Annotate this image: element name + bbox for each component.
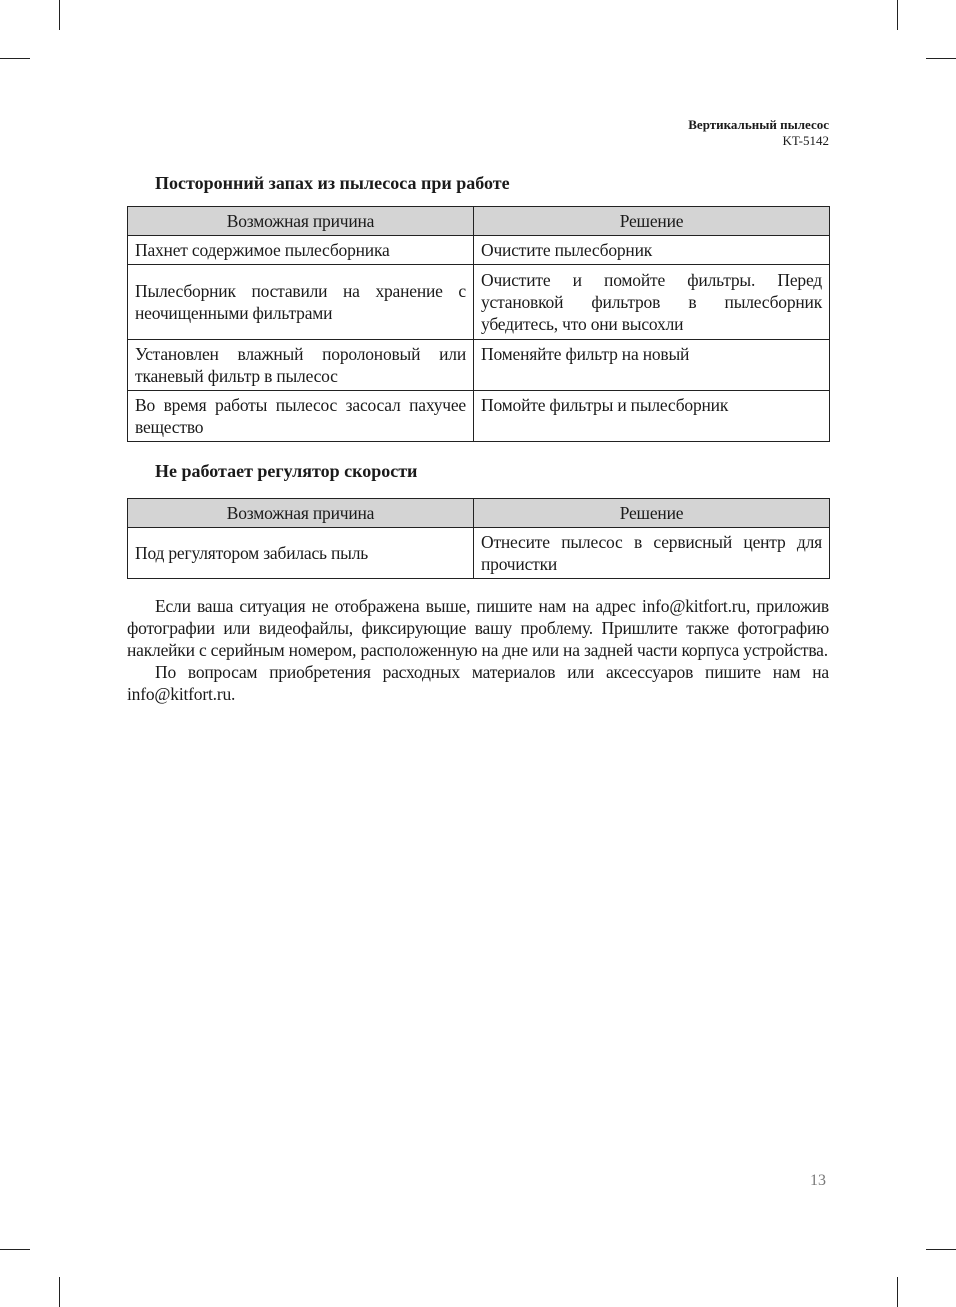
crop-mark (0, 58, 30, 59)
paragraph: Если ваша ситуация не отображена выше, пишите нам на адрес info@kitfort.ru, приложив фотографии или видеофайлы, фиксирующие вашу проблему. Пришлите также фотографию наклейки с серийным номером, расположенную на дне или на задней части корпуса устройства. (127, 596, 829, 660)
cause-cell: Установлен влажный поролоновый или тканевый фильтр в пылесос (128, 340, 474, 391)
table-row (128, 528, 830, 579)
cause-cell: Пахнет содержимое пылесборника (128, 236, 474, 265)
crop-mark (897, 1277, 898, 1307)
crop-mark (926, 1249, 956, 1250)
table-header-row (128, 499, 830, 528)
crop-mark (897, 0, 898, 30)
crop-mark (0, 1249, 30, 1250)
cause-cell: Во время работы пылесос засосал пахучее вещество (128, 391, 474, 442)
column-header: Возможная причина (128, 499, 474, 528)
table-row (128, 391, 830, 442)
model-number: KT-5142 (782, 133, 829, 148)
solution-cell: Отнесите пылесос в сервисный центр для прочистки (474, 528, 830, 579)
table-header-row (128, 207, 830, 236)
paragraph: По вопросам приобретения расходных материалов или аксессуаров пишите нам на info@kitfort.ru. (127, 662, 829, 704)
solution-cell: Поменяйте фильтр на новый (474, 340, 830, 391)
table-row (128, 340, 830, 391)
solution-cell: Очистите пылесборник (474, 236, 830, 265)
crop-mark (59, 1277, 60, 1307)
column-header: Решение (474, 207, 830, 236)
crop-mark (59, 0, 60, 30)
crop-mark (926, 58, 956, 59)
table-row (128, 236, 830, 265)
section-title: Посторонний запах из пылесоса при работе (155, 173, 510, 193)
running-header (688, 117, 829, 149)
column-header: Возможная причина (128, 207, 474, 236)
troubleshooting-table-odor (127, 206, 830, 442)
table-row (128, 265, 830, 340)
cause-cell: Пылесборник поставили на хранение с неочищенными фильтрами (128, 265, 474, 340)
column-header: Решение (474, 499, 830, 528)
troubleshooting-table-speed (127, 498, 830, 579)
cause-cell: Под регулятором забилась пыль (128, 528, 474, 579)
solution-cell: Очистите и помойте фильтры. Перед установкой фильтров в пылесборник убедитесь, что они высохли (474, 265, 830, 340)
product-name: Вертикальный пылесос (688, 117, 829, 132)
section-title: Не работает регулятор скорости (155, 461, 418, 481)
page-number: 13 (810, 1172, 826, 1189)
contact-text (127, 595, 829, 705)
solution-cell: Помойте фильтры и пылесборник (474, 391, 830, 442)
